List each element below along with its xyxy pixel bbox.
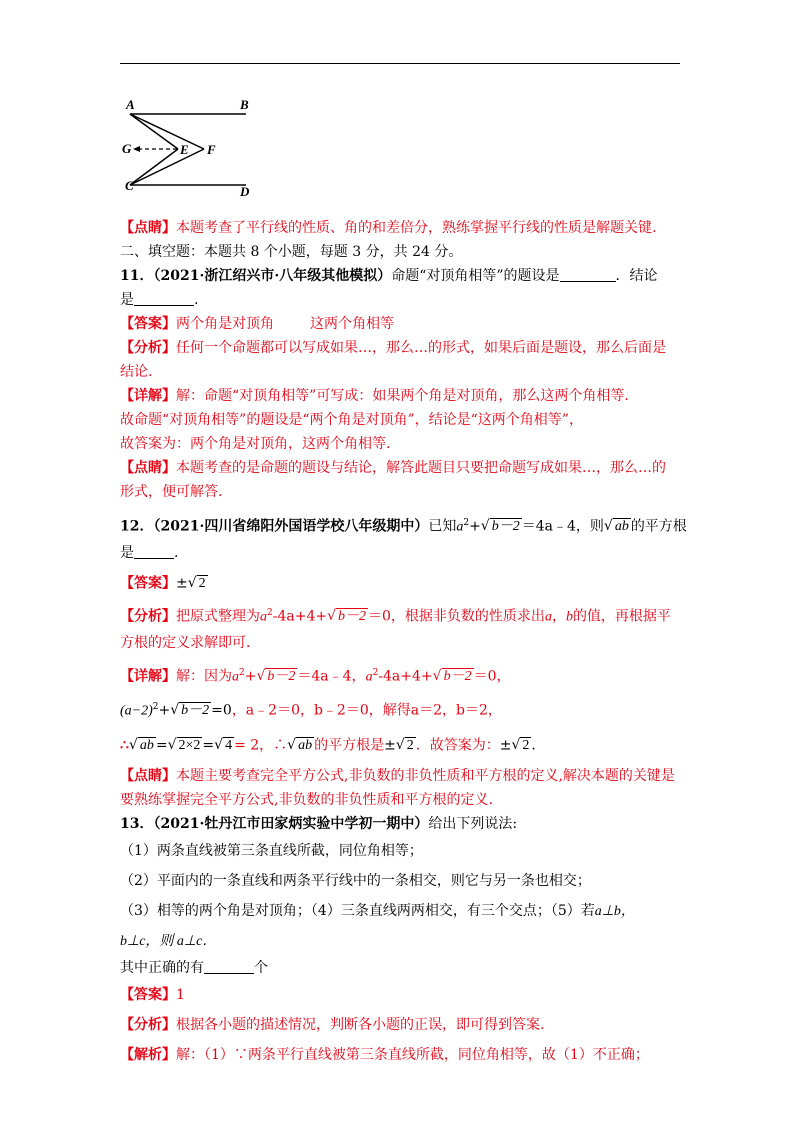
sqrt-two: √ 2 — [395, 737, 414, 753]
q11-stem: 11．（2021·浙江绍兴市·八年级其他模拟）命题“对顶角相等”的题设是 ．结论 — [120, 268, 658, 284]
prev-dianjing: 【点睛】本题考查了平行线的性质、角的和差倍分，熟练掌握平行线的性质是解题关键. — [120, 220, 657, 236]
label-a: A — [126, 97, 135, 112]
sqrt-b-minus-2: √ b－2 — [432, 668, 472, 685]
q12-stem: 12．（2021·四川省绵阳外国语学校八年级期中）已知$a^2+√$ b－2 ＝4a﹣4，则√ ab 的平方根 — [120, 508, 680, 538]
sqrt-two: √ 2 — [511, 737, 530, 753]
q12-answer: 【答案】±√ 2 — [120, 568, 680, 598]
q12-fenxi-cont: 方根的定义求解即可. — [120, 635, 251, 651]
geometry-figure — [116, 96, 266, 200]
label-e: E — [180, 142, 189, 157]
q12-xiangjie-3: ∴√ ab =√ 2×2 =√ 4 = 2，∴√ ab 的平方根是±√ 2 ．故答案为：±√ 2 . — [120, 726, 680, 764]
q11-xiangjie-2: 故命题“对顶角相等”的题设是“两个角是对顶角”，结论是“这两个角相等”， — [120, 412, 583, 428]
q11-xiangjie: 【详解】解：命题“对顶角相等”可写成：如果两个角是对顶角，那么这两个角相等. — [120, 388, 629, 404]
answer-blank — [134, 544, 174, 559]
document-body — [120, 216, 687, 1070]
section-heading: 二、填空题：本题共 8 个小题，每题 3 分，共 24 分。 — [120, 244, 463, 260]
sqrt-b-minus-2: √ b－2 — [480, 518, 520, 535]
sqrt-b-minus-2: √ b－2 — [327, 608, 367, 625]
q13-item-3: （3）相等的两个角是对顶角；（4）三条直线两两相交，有三个交点；（5）若a⊥b， — [120, 903, 635, 919]
line-ae — [130, 114, 178, 149]
q13-question: 其中正确的有 个 — [120, 960, 268, 976]
sqrt-b-minus-2: √ b－2 — [256, 668, 296, 685]
line-ce — [130, 149, 178, 185]
q13-stem: 13．（2021·牡丹江市田家炳实验中学初一期中）给出下列说法: — [120, 816, 518, 832]
label-b: B — [240, 97, 249, 112]
sqrt-ab: √ ab — [603, 518, 629, 535]
label-f: F — [207, 142, 216, 157]
q11-fenxi: 【分析】任何一个命题都可以写成如果…，那么…的形式，如果后面是题设，那么后面是 — [120, 340, 666, 356]
answer-blank — [204, 959, 254, 974]
sqrt-b-minus-2: √ b－2 — [170, 702, 210, 719]
answer-blank — [134, 291, 194, 306]
q12-xiangjie-2: $(a-2)^2+√$ b－2 =0，a﹣2＝0，b﹣2＝0，解得a＝2，b＝2， — [120, 688, 680, 726]
q13-item-4: b⊥c，则 a⊥c． — [120, 934, 217, 949]
line-af — [130, 114, 204, 149]
q12-xiangjie: 【详解】解：因为$a^2+√$ b－2 ＝4a﹣4，$a^2-4a+4+√$ b－2 ＝0， — [120, 658, 680, 688]
sqrt-2x2: √ 2×2 — [167, 737, 201, 753]
q11-dianjing: 【点睛】本题考查的是命题的题设与结论，解答此题目只要把命题写成如果…，那么…的 — [120, 460, 666, 476]
q11-dianjing-cont: 形式，便可解答. — [120, 484, 223, 500]
q13-answer: 【答案】1 — [120, 987, 185, 1003]
label-c: C — [125, 178, 134, 193]
q13-jiexi: 【解析】解：（1）∵两条平行直线被第三条直线所截，同位角相等，故（1）不正确； — [120, 1047, 649, 1063]
q12-dianjing: 【点睛】本题主要考查完全平方公式,非负数的非负性质和平方根的定义,解决本题的关键是 — [120, 768, 675, 784]
header-rule — [120, 63, 680, 64]
q11-xiangjie-3: 故答案为：两个角是对顶角，这两个角相等. — [120, 436, 391, 452]
sqrt-4: √ 4 — [214, 737, 233, 753]
q13-fenxi: 【分析】根据各小题的描述情况，判断各小题的正误，即可得到答案. — [120, 1017, 545, 1033]
arrow-head-g — [133, 146, 140, 152]
q13-item-1: （1）两条直线被第三条直线所截，同位角相等； — [120, 843, 423, 859]
sqrt-ab: √ ab — [287, 737, 313, 753]
label-g: G — [122, 141, 132, 156]
label-d: D — [240, 184, 250, 199]
q11-stem-cont: 是 . — [120, 292, 199, 308]
q11-fenxi-cont: 结论. — [120, 364, 153, 380]
answer-blank — [560, 267, 616, 282]
q12-dianjing-cont: 要熟练掌握完全平方公式,非负数的非负性质和平方根的定义. — [120, 792, 493, 808]
sqrt-ab: √ ab — [128, 737, 154, 753]
line-cf — [130, 149, 204, 185]
q12-fenxi: 【分析】把原式整理为$a^2-4a+4+√$ b－2 ＝0，根据非负数的性质求出a，b的值，再根据平 — [120, 598, 680, 628]
q13-item-2: （2）平面内的一条直线和两条平行线中的一条相交，则它与另一条也相交； — [120, 873, 591, 889]
q11-answer: 【答案】两个角是对顶角 这两个角相等 — [120, 316, 394, 332]
q12-stem-cont: 是 . — [120, 545, 179, 561]
sqrt-two: √ 2 — [187, 575, 206, 591]
